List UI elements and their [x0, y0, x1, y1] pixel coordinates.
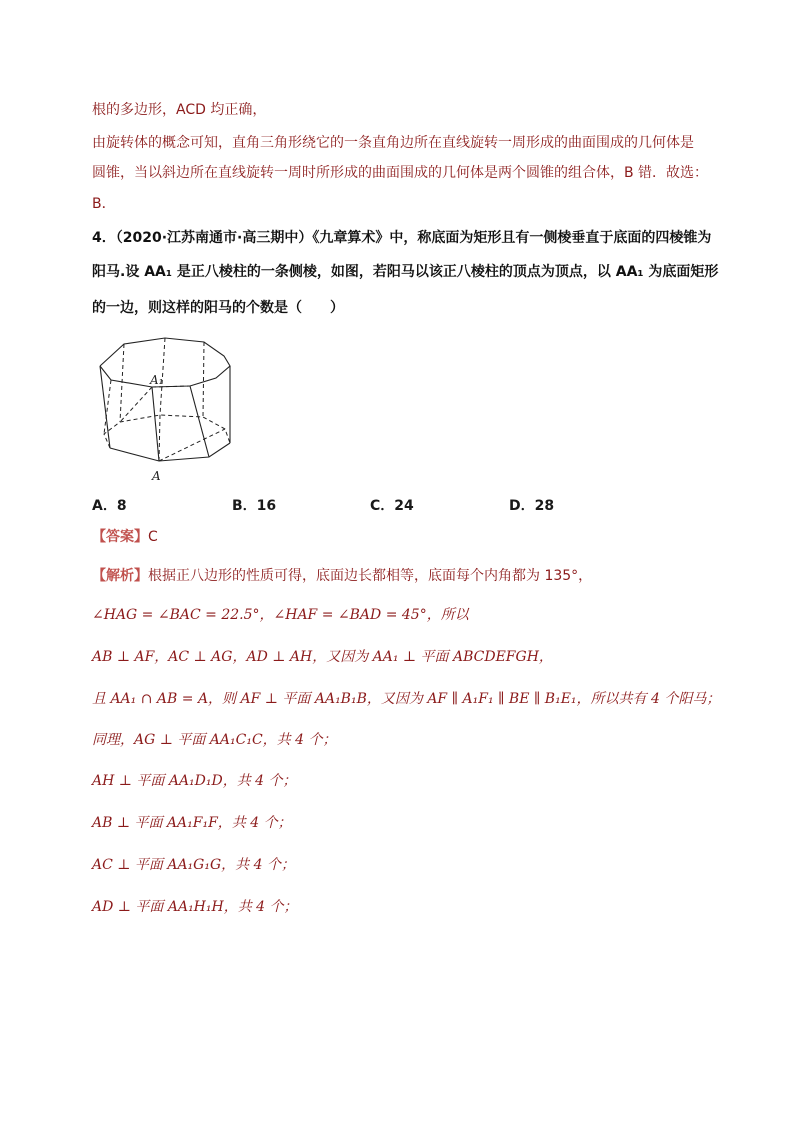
- answer-tag: 【答案】: [92, 529, 148, 545]
- analysis-line: 同理，AG ⊥ 平面 AA₁C₁C，共 4 个；: [92, 732, 337, 748]
- analysis-line: AB ⊥ 平面 AA₁F₁F，共 4 个；: [92, 815, 292, 831]
- analysis-tag: 【解析】: [92, 568, 148, 584]
- analysis-line: AD ⊥ 平面 AA₁H₁H，共 4 个；: [92, 899, 298, 915]
- octagonal-prism-figure: [92, 330, 252, 485]
- question-line: 的一边，则这样的阳马的个数是（ ）: [92, 300, 344, 316]
- option-d: D．28: [509, 498, 555, 514]
- label-A1: A₁: [150, 373, 164, 387]
- option-b: B．16: [232, 498, 277, 514]
- analysis-line: AH ⊥ 平面 AA₁D₁D，共 4 个；: [92, 773, 297, 789]
- analysis-line: ∠HAG = ∠BAC = 22.5°，∠HAF = ∠BAD = 45°，所以: [92, 607, 469, 623]
- option-a: A．8: [92, 498, 127, 514]
- analysis-line: AB ⊥ AF，AC ⊥ AG，AD ⊥ AH，又因为 AA₁ ⊥ 平面 ABCDEFGH，: [92, 649, 553, 665]
- analysis-line: AC ⊥ 平面 AA₁G₁G，共 4 个；: [92, 857, 295, 873]
- analysis-line: 且 AA₁ ∩ AB = A，则 AF ⊥ 平面 AA₁B₁B，又因为 AF ∥ A₁F₁ ∥ BE ∥ B₁E₁，所以共有 4 个阳马；: [92, 691, 721, 707]
- label-A: A: [152, 469, 161, 483]
- answer-value: C: [148, 529, 158, 545]
- analysis-line: [92, 566, 592, 586]
- text-line: B．: [92, 196, 116, 212]
- answer-line: [92, 527, 158, 547]
- question-line: 阳马.设 AA₁ 是正八棱柱的一条侧棱，如图，若阳马以该正八棱柱的顶点为顶点，以 AA₁ 为底面矩形: [92, 264, 719, 280]
- text-line: 根的多边形，ACD 均正确，: [92, 102, 267, 118]
- option-c: C．24: [370, 498, 414, 514]
- text-line: 圆锥，当以斜边所在直线旋转一周时所形成的曲面围成的几何体是两个圆锥的组合体，B 错．故选：: [92, 165, 709, 181]
- analysis-text: 根据正八边形的性质可得，底面边长都相等，底面每个内角都为 135°，: [148, 568, 593, 584]
- text-line: 由旋转体的概念可知，直角三角形绕它的一条直角边所在直线旋转一周形成的曲面围成的几何体是: [92, 135, 694, 151]
- question-line: 4．（2020·江苏南通市·高三期中）《九章算术》中，称底面为矩形且有一侧棱垂直于底面的四棱锥为: [92, 230, 712, 246]
